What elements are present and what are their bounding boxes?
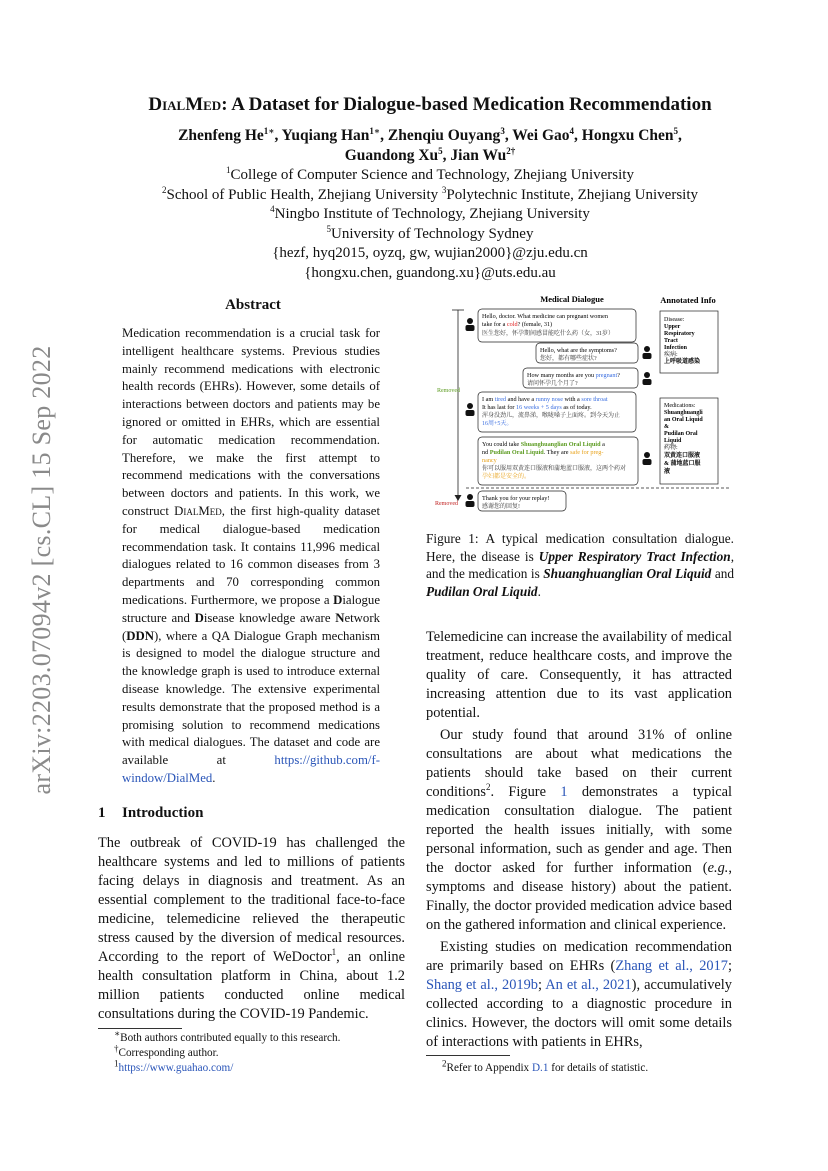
footnote-rule-left <box>98 1028 182 1029</box>
svg-text:药物:: 药物: <box>664 445 678 451</box>
svg-text:疾病:: 疾病: <box>664 352 678 358</box>
figure-1-ref-link[interactable]: 1 <box>560 784 568 800</box>
footnote-rule-right <box>426 1055 510 1056</box>
affiliations <box>80 166 780 284</box>
dialogue-bubble-doctor-3 <box>478 437 638 485</box>
svg-text:医生您好，怀孕期间感冒能吃什么药（女，31岁）: 医生您好，怀孕期间感冒能吃什么药（女，31岁） <box>482 331 615 337</box>
svg-text:Thank you for your replay!: Thank you for your replay! <box>482 495 550 502</box>
footnote-right: $^2$Refer to Appendix D.1 for details of statistic. <box>442 1058 649 1074</box>
svg-text:How many months are you pregna: How many months are you pregnant? <box>527 372 620 379</box>
svg-text:an Oral Liquid: an Oral Liquid <box>664 417 703 423</box>
citation-an-2021[interactable]: An et al., 2021 <box>545 977 632 993</box>
abstract-body: Medication recommendation is a crucial task for intelligent healthcare systems. Previous studies mainly recommend medications with electronic health records (EHRs). However, some details of interactions between doctors and patients may be ignored or omitted in EHRs, which are essential for automatic medication recommendation. Therefore, we make the first attempt to recommend medications with the conversations between doctors and patients. In this work, we construct DialMed, the first high-quality dataset for medical dialogue-based medication recommendation task. It contains 11,996 medical dialogues related to 16 common diseases from 3 departments and 70 corresponding common medications. Furthermore, we propose a Dialogue structure and Disease knowledge aware Network (DDN), where a QA Dialogue Graph mechanism is designed to model the dialogue structure and the knowledge graph is used to introduce external disease knowledge. The extensive experimental results demonstrate that the proposed method is a promising solution to recommend medications with medical dialogues. The dataset and code are available at https://github.com/f-window/DialMed. <box>122 326 381 785</box>
intro-paragraph-4: Existing studies on medication recommendation are primarily based on EHRs (Zhang et al., 2017; Shang et al., 2019b; An et al., 2021), accumulatively collected according to a diagnostic procedure in clinics. However, the doctors will omit some details of interactions with patients in EHRs, <box>426 939 732 1050</box>
affiliation-4: $^5$University of Technology Sydney <box>326 223 534 242</box>
svg-text:上呼吸道感染: 上呼吸道感染 <box>664 359 701 365</box>
dialogue-bubble-doctor-2 <box>523 368 638 388</box>
svg-text:nancy: nancy <box>482 457 497 464</box>
svg-text:请问怀孕几个月了?: 请问怀孕几个月了? <box>527 381 578 387</box>
patient-avatar-icon <box>466 318 475 331</box>
intro-left-paragraph: The outbreak of COVID-19 has challenged the healthcare systems and led to millions of patients facing delays in diagnosis and treatment. As an essential complement to the traditional face-to-face medicine, telemedicine relieved the therapeutic stress caused by the diversion of medical resources. According to the report of WeDoctor$^1$, an online health consultation platform in China, about 1.2 million patients conducted online medical consultations during the COVID-19 Pandemic. <box>98 835 405 1022</box>
abstract-heading: Abstract <box>225 297 281 313</box>
footnote-3: $^1$https://www.guahao.com/ <box>114 1058 234 1074</box>
footnote-2: †Corresponding author. <box>114 1043 219 1059</box>
patient-avatar-icon <box>466 494 475 507</box>
svg-text:It has last for 16 weeks + 5 d: It has last for 16 weeks + 5 days as of today. <box>482 404 592 411</box>
affiliation-1: $^1$College of Computer Science and Technology, Zhejiang University <box>226 165 634 183</box>
svg-text:Tract: Tract <box>664 338 678 344</box>
figure-1-dialogue <box>426 292 734 514</box>
svg-text:Infection: Infection <box>664 345 687 351</box>
svg-text:Upper: Upper <box>664 324 681 330</box>
svg-text:孕妇都是安全的。: 孕妇都是安全的。 <box>482 474 531 480</box>
appendix-d1-link[interactable]: D.1 <box>531 1062 549 1074</box>
doctor-avatar-icon <box>643 372 652 385</box>
svg-text:&: & <box>664 424 669 430</box>
footnote-1: ∗Both authors contributed equally to this research. <box>114 1028 341 1044</box>
intro-paragraph-3: Our study found that around 31% of online consultations are about what medications the patients should take based on their current conditions$^2$. Figure 1 demonstrates a typical medication consultation dialogue. The patient reported the health issues initially, with some personal information, such as gender and age. Then the doctor asked for further information (e.g., symptoms and disease history) about the patient. Finally, the doctor provided medication advice based on the gathered information and clinical experience. <box>426 727 732 933</box>
arxiv-stamp: arXiv:2203.07094v2 [cs.CL] 15 Sep 2022 <box>27 345 56 795</box>
removed-label-2: Removed <box>435 501 458 507</box>
removed-label-1: Removed <box>437 388 460 394</box>
svg-text:Hello, doctor. What medicine c: Hello, doctor. What medicine can pregnant women <box>482 313 608 320</box>
dialogue-bubble-patient-1 <box>478 309 636 342</box>
svg-text:take for a cold? (female, 31): take for a cold? (female, 31) <box>482 321 553 328</box>
section-heading-introduction: 1 Introduction <box>98 805 204 821</box>
svg-text:Shuanghuangli: Shuanghuangli <box>664 410 703 416</box>
citation-zhang-2017[interactable]: Zhang et al., 2017 <box>615 958 728 974</box>
figure-header-info: Annotated Info <box>660 295 716 305</box>
svg-text:Disease:: Disease: <box>664 317 685 323</box>
figure-1-caption: Figure 1: A typical medication consultation dialogue. Here, the disease is Upper Respiratory Tract Infection, and the medication is Shuanghuanglian Oral Liquid and Pudilan Oral Liquid. <box>426 531 735 599</box>
doctor-avatar-icon <box>643 452 652 465</box>
svg-text:nd Pudilan Oral Liquid. They a: nd Pudilan Oral Liquid. They are safe for preg- <box>482 449 604 456</box>
svg-text:Pudilan Oral: Pudilan Oral <box>664 431 698 437</box>
affiliation-3: $^4$Ningbo Institute of Technology, Zhejiang University <box>270 204 590 223</box>
figure-header-dialogue: Medical Dialogue <box>540 294 604 304</box>
wedoctor-link[interactable]: https://www.guahao.com/ <box>118 1062 234 1074</box>
dialogue-bubble-patient-2 <box>478 392 636 432</box>
svg-text:& 蒲地蓝口服: & 蒲地蓝口服 <box>664 461 701 467</box>
email-2: {hongxu.chen, guandong.xu}@uts.edu.au <box>304 264 556 281</box>
svg-text:Respiratory: Respiratory <box>664 331 695 337</box>
svg-text:Hello, what are the symptoms?: Hello, what are the symptoms? <box>540 347 617 354</box>
dataset-link[interactable]: https://github.com/f-window/DialMed <box>122 753 380 785</box>
email-1: {hezf, hyq2015, oyzq, gw, wujian2000}@zju.edu.cn <box>272 245 588 262</box>
dialogue-bubble-patient-3 <box>478 491 566 511</box>
dialogue-bubble-doctor-1 <box>536 343 638 363</box>
svg-text:您好，都有哪些症状?: 您好，都有哪些症状? <box>540 356 597 362</box>
doctor-avatar-icon <box>643 346 652 359</box>
annotated-disease-box <box>660 311 718 373</box>
author-line-2: Guandong Xu$^5$, Jian $Wu^{2\dagger}$ <box>344 145 516 164</box>
affiliation-2: $^2$School of Public Health, Zhejiang University $^3$Polytechnic Institute, Zhejiang University <box>162 184 698 203</box>
svg-text:液: 液 <box>664 469 671 475</box>
intro-right-column <box>426 628 732 1052</box>
svg-text:Medications:: Medications: <box>664 403 696 409</box>
author-list <box>80 126 780 166</box>
svg-text:浑身没劲儿，流鼻涕，喉咙嗓子上面疼。到今天为止: 浑身没劲儿，流鼻涕，喉咙嗓子上面疼。到今天为止 <box>482 413 621 419</box>
svg-text:I am tired and have a runny no: I am tired and have a runny nose with a sore throat <box>482 396 608 403</box>
citation-shang-2019b[interactable]: Shang et al., 2019b <box>426 977 538 993</box>
svg-text:感谢您的回复!: 感谢您的回复! <box>482 504 520 510</box>
svg-text:Liquid: Liquid <box>664 438 682 444</box>
svg-text:你可以服用双黄连口服液和蒲地蓝口服液，这两个药对: 你可以服用双黄连口服液和蒲地蓝口服液，这两个药对 <box>482 466 627 472</box>
svg-text:16周+5天。: 16周+5天。 <box>482 421 513 427</box>
intro-paragraph-2: Telemedicine can increase the availability of medical treatment, reduce healthcare costs, and improve the quality of care. Consequently, it has attracted increasing attention due to its vast application potential. <box>426 629 732 721</box>
patient-avatar-icon <box>466 403 475 416</box>
annotated-medication-box <box>660 398 718 484</box>
paper-title: DialMed: A Dataset for Dialogue-based Medication Recommendation <box>148 94 712 115</box>
svg-text:双黄连口服液: 双黄连口服液 <box>664 453 701 459</box>
author-line-1: Zhenfeng $He^{1∗}$, Yuqiang Han$^{1∗}$, Zhenqiu Ouyang$^3$, Wei Gao$^4$, Hongxu Chen$^5$, <box>178 125 682 144</box>
svg-text:You could take Shuanghuanglian: You could take Shuanghuanglian Oral Liquid a <box>482 441 605 448</box>
